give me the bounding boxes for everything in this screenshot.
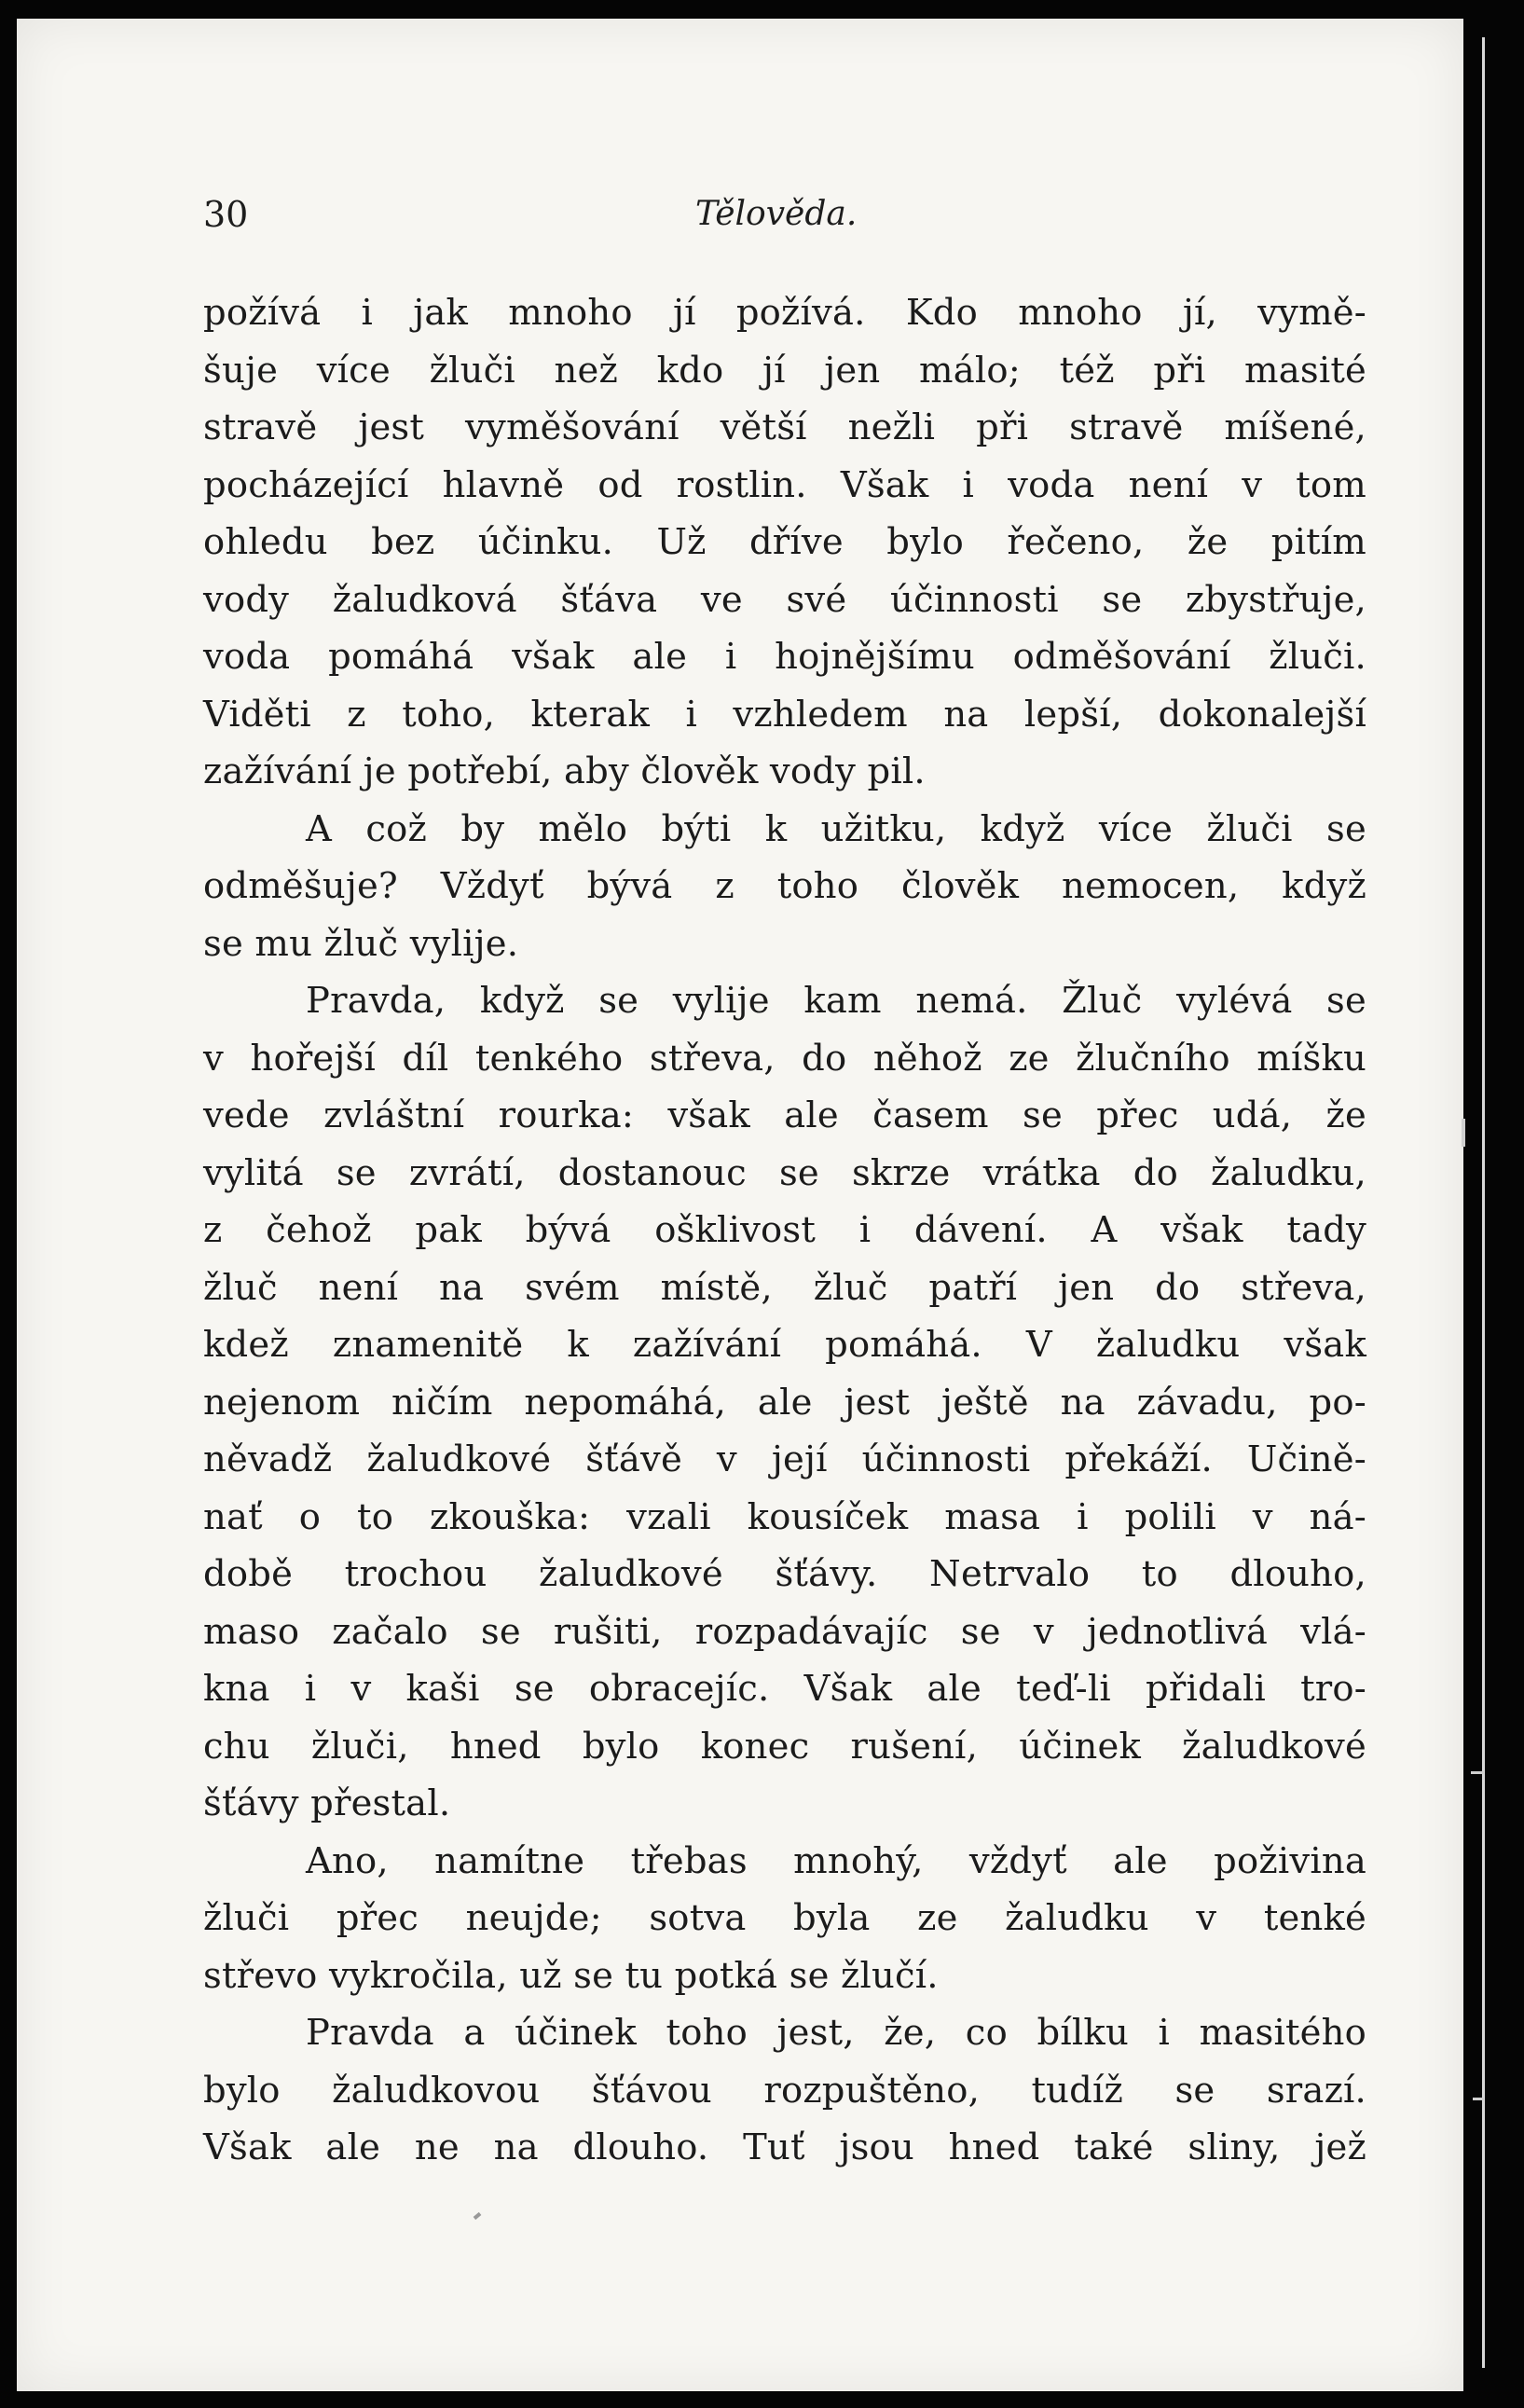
text-line: vody žaludková šťáva ve své účinnosti se zbystřuje, bbox=[203, 578, 1366, 621]
body-text bbox=[203, 284, 1366, 2177]
page-edge-line bbox=[1482, 37, 1485, 2368]
page-edge-mark bbox=[1462, 1119, 1465, 1147]
text-line: ohledu bez účinku. Už dříve bylo řečeno, že pitím bbox=[203, 521, 1366, 563]
text-line: kdež znamenitě k zažívání pomáhá. V žaludku však bbox=[203, 1324, 1366, 1366]
text-line: Však ale ne na dlouho. Tuť jsou hned také sliny, jež bbox=[203, 2126, 1366, 2168]
text-line: pocházející hlavně od rostlin. Však i voda není v tom bbox=[203, 463, 1366, 506]
page-edge-mark bbox=[1471, 1771, 1484, 1774]
text-line: nejenom ničím nepomáhá, ale jest ještě na závadu, po- bbox=[203, 1381, 1366, 1424]
text-line: Pravda, když se vylije kam nemá. Žluč vylévá se bbox=[306, 980, 1366, 1022]
text-line: vede zvláštní rourka: však ale časem se přec udá, že bbox=[203, 1094, 1366, 1136]
text-line: něvadž žaludkové šťávě v její účinnosti překáží. Učině- bbox=[203, 1438, 1366, 1480]
text-line: stravě jest vyměšování větší nežli při stravě míšené, bbox=[203, 406, 1366, 448]
text-line: kna i v kaši se obracejíc. Však ale teď-li přidali tro- bbox=[203, 1668, 1366, 1710]
text-line: maso začalo se rušiti, rozpadávajíc se v jednotlivá vlá- bbox=[203, 1610, 1366, 1653]
text-line: v hořejší díl tenkého střeva, do něhož ze žlučního míšku bbox=[203, 1037, 1366, 1080]
text-line: odměšuje? Vždyť bývá z toho člověk nemocen, když bbox=[203, 865, 1366, 907]
text-line: šťávy přestal. bbox=[203, 1782, 451, 1824]
page-edge-mark bbox=[1473, 2098, 1484, 2100]
text-line: době trochou žaludkové šťávy. Netrvalo to dlouho, bbox=[203, 1553, 1366, 1595]
text-line: A což by mělo býti k užitku, když více žluči se bbox=[306, 807, 1366, 850]
text-line: nať o to zkouška: vzali kousíček masa i polili v ná- bbox=[203, 1495, 1366, 1538]
text-line: Pravda a účinek toho jest, že, co bílku i masitého bbox=[306, 2012, 1366, 2054]
page-header bbox=[203, 191, 874, 247]
text-line: střevo vykročila, už se tu potká se žlučí. bbox=[203, 1954, 939, 1997]
text-line: chu žluči, hned bylo konec rušení, účinek žaludkové bbox=[203, 1725, 1366, 1768]
text-line: šuje více žluči než kdo jí jen málo; též při masité bbox=[203, 349, 1366, 392]
text-line: bylo žaludkovou šťávou rozpuštěno, tudíž se srazí. bbox=[203, 2069, 1366, 2112]
text-line: vylitá se zvrátí, dostanouc se skrze vrátka do žaludku, bbox=[203, 1151, 1366, 1194]
text-line: Ano, namítne třebas mnohý, vždyť ale poživina bbox=[306, 1839, 1366, 1882]
text-line: voda pomáhá však ale i hojnějšímu odměšování žluči. bbox=[203, 636, 1366, 678]
text-line: Viděti z toho, kterak i vzhledem na lepší, dokonalejší bbox=[203, 693, 1366, 736]
text-line: žluč není na svém místě, žluč patří jen do střeva, bbox=[203, 1266, 1366, 1309]
text-line: se mu žluč vylije. bbox=[203, 922, 519, 965]
running-title: Tělověda. bbox=[695, 195, 858, 233]
text-line: požívá i jak mnoho jí požívá. Kdo mnoho jí, vymě- bbox=[203, 292, 1366, 334]
text-line: žluči přec neujde; sotva byla ze žaludku v tenké bbox=[203, 1897, 1366, 1939]
text-line: z čehož pak bývá ošklivost i dávení. A však tady bbox=[203, 1209, 1366, 1251]
text-line: zažívání je potřebí, aby člověk vody pil. bbox=[203, 750, 926, 792]
page-number: 30 bbox=[203, 194, 249, 235]
